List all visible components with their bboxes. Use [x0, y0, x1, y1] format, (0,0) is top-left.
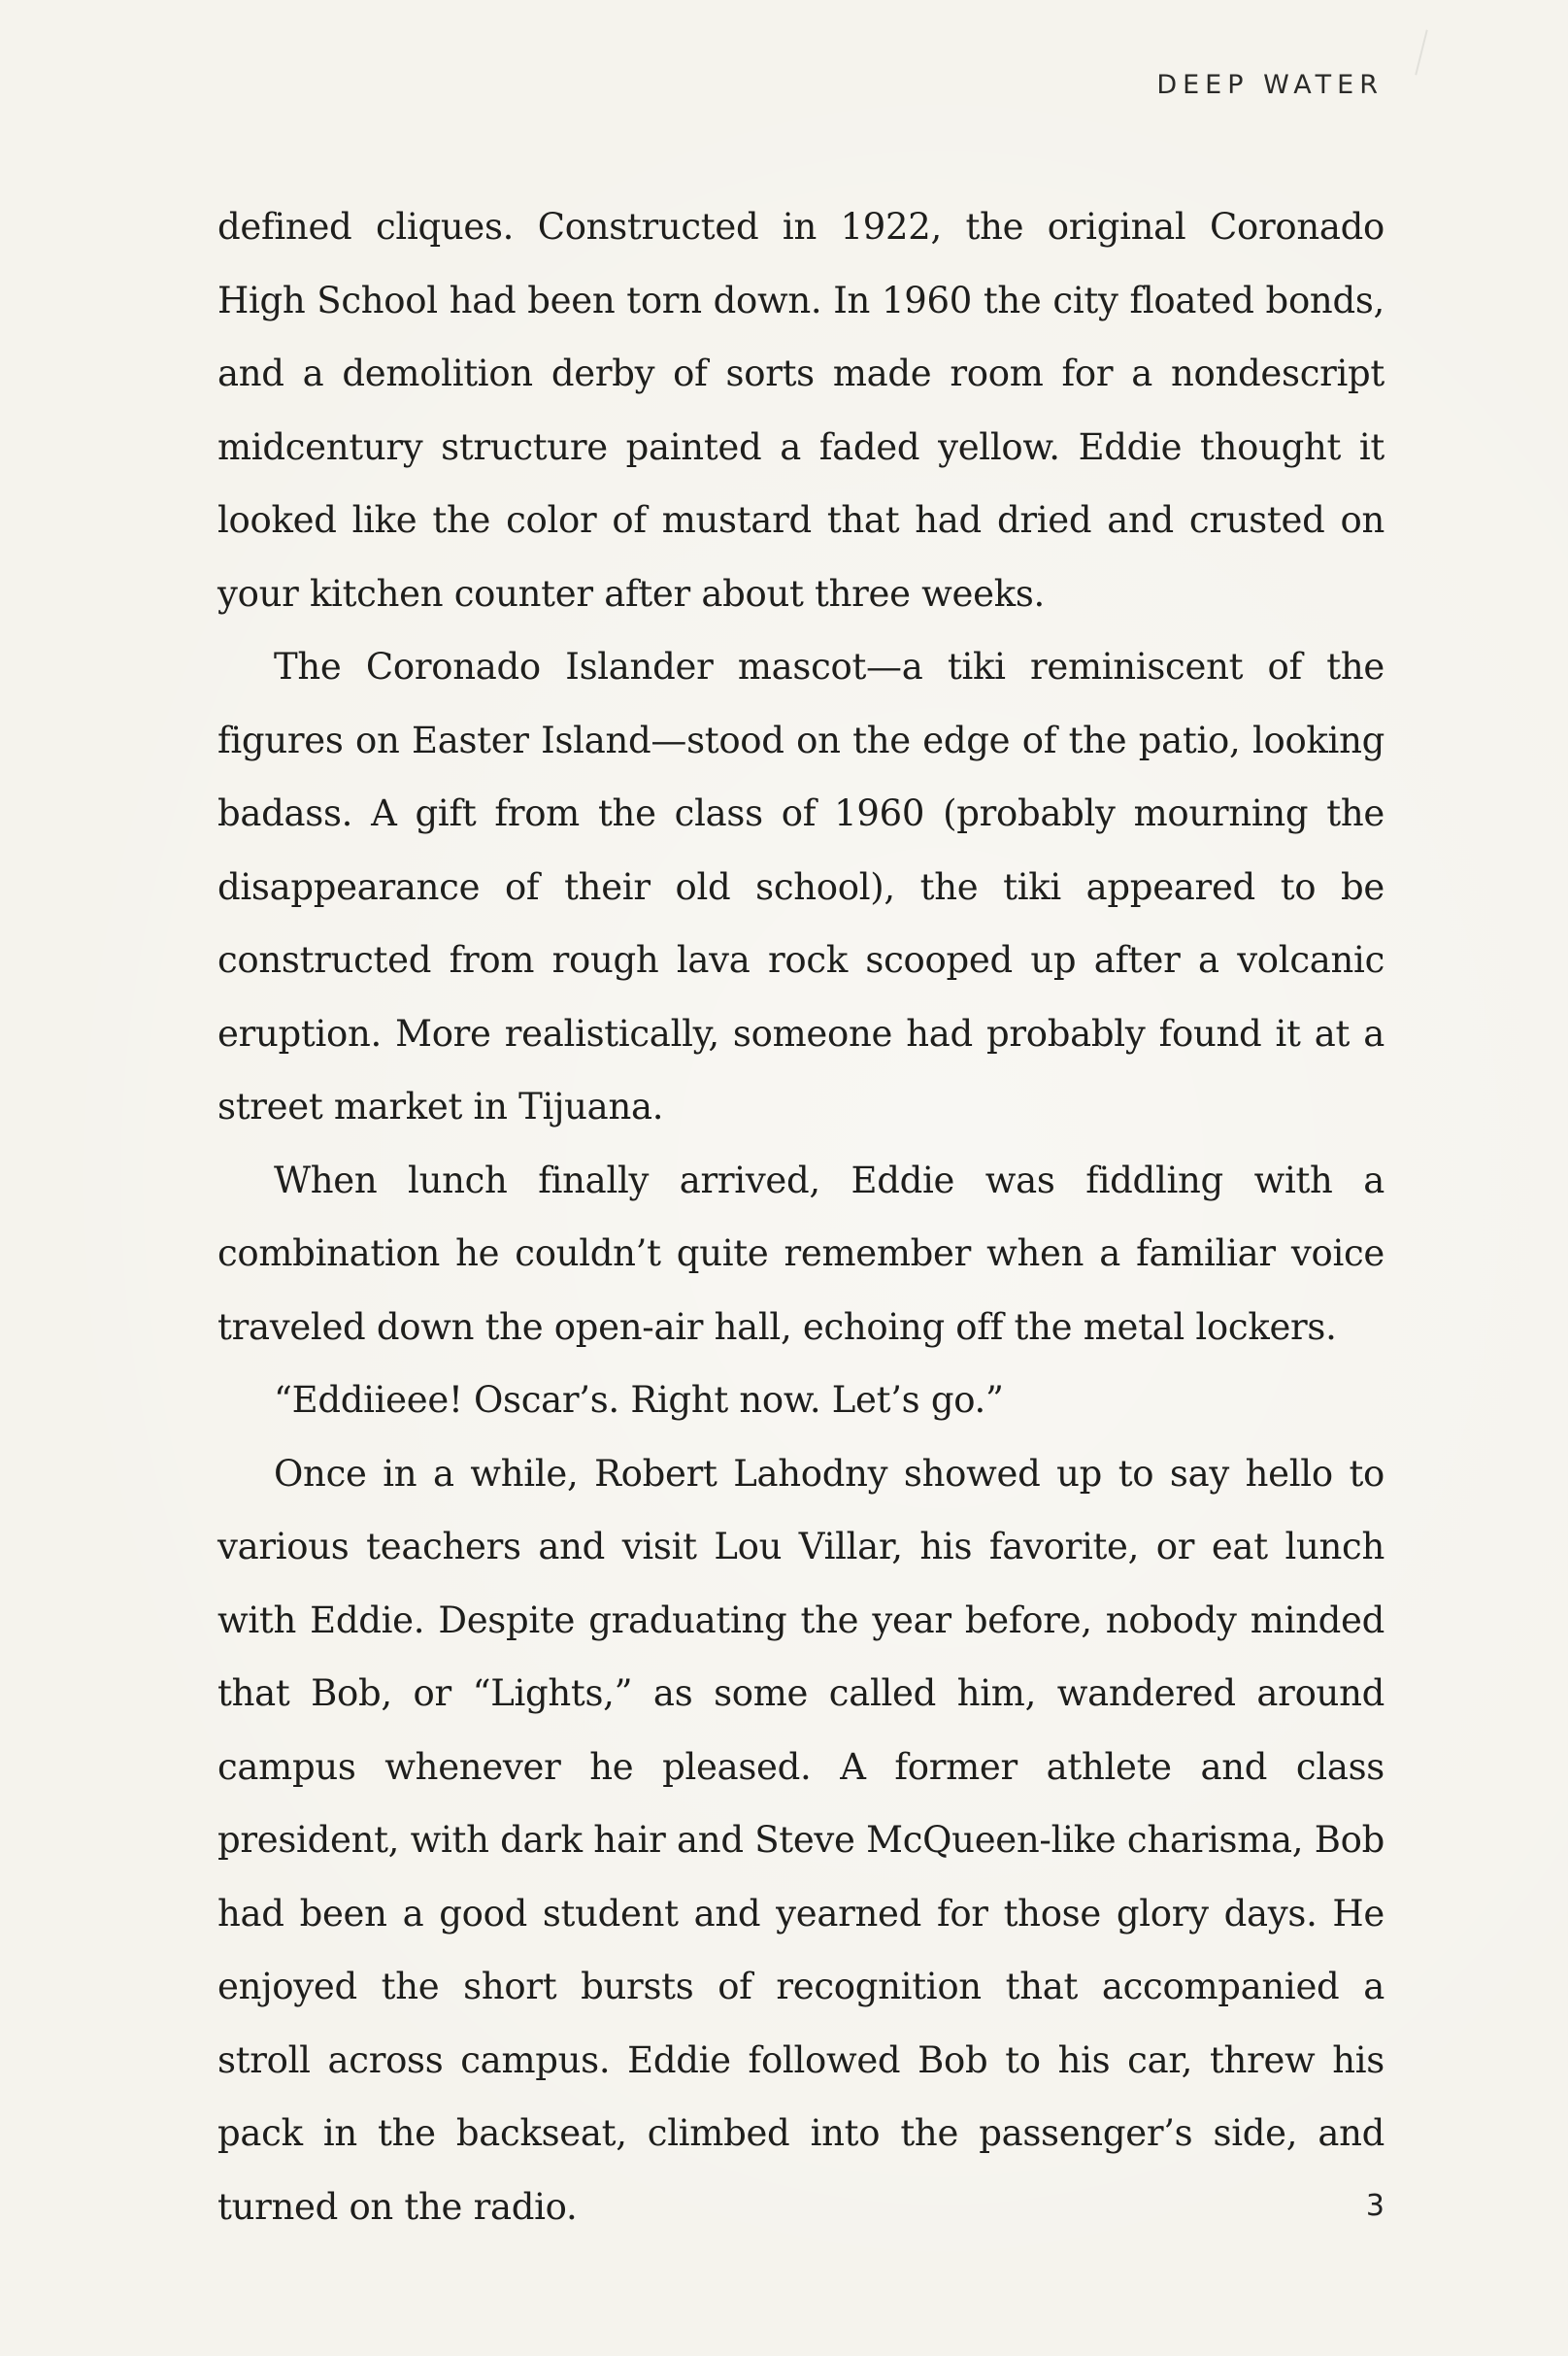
body-text [217, 190, 1385, 2243]
paragraph-continued: defined cliques. Constructed in 1922, the original Coronado High School had been torn down. In 1960 the city floated bonds, and a demolition derby of sorts made room for a nondescript midcentury structure painted a faded yellow. Eddie thought it looked like the color of mustard that had dried and crusted on your kitchen counter after about three weeks. [217, 206, 1385, 615]
page-number: 3 [1365, 2189, 1385, 2223]
running-head: DEEP WATER [1156, 70, 1384, 100]
paragraph-lunch: When lunch finally arrived, Eddie was fiddling with a combination he couldn’t quite remember when a familiar voice traveled down the open-air hall, echoing off the metal lockers. [217, 1159, 1385, 1348]
paragraph-mascot: The Coronado Islander mascot—a tiki reminiscent of the figures on Easter Island—stood on the edge of the patio, looking badass. A gift from the class of 1960 (probably mourning the disappearance of their old school), the tiki appeared to be constructed from rough lava rock scooped up after a volcanic eruption. More realistically, someone had probably found it at a street market in Tijuana. [217, 646, 1385, 1128]
paragraph-bob: Once in a while, Robert Lahodny showed up to say hello to various teachers and visit Lou Villar, his favorite, or eat lunch with Eddie. Despite graduating the year before, nobody minded that Bob, or “Lights,” as some called him, wandered around campus whenever he pleased. A former athlete and class president, with dark hair and Steve McQueen-like charisma, Bob had been a good student and yearned for those glory days. He enjoyed the short bursts of recognition that accompanied a stroll across campus. Eddie followed Bob to his car, threw his pack in the backseat, climbed into the passenger’s side, and turned on the radio. [217, 1452, 1385, 2228]
page-edge-mark [1415, 29, 1428, 75]
paragraph-dialogue: “Eddiieee! Oscar’s. Right now. Let’s go.” [274, 1379, 1004, 1421]
